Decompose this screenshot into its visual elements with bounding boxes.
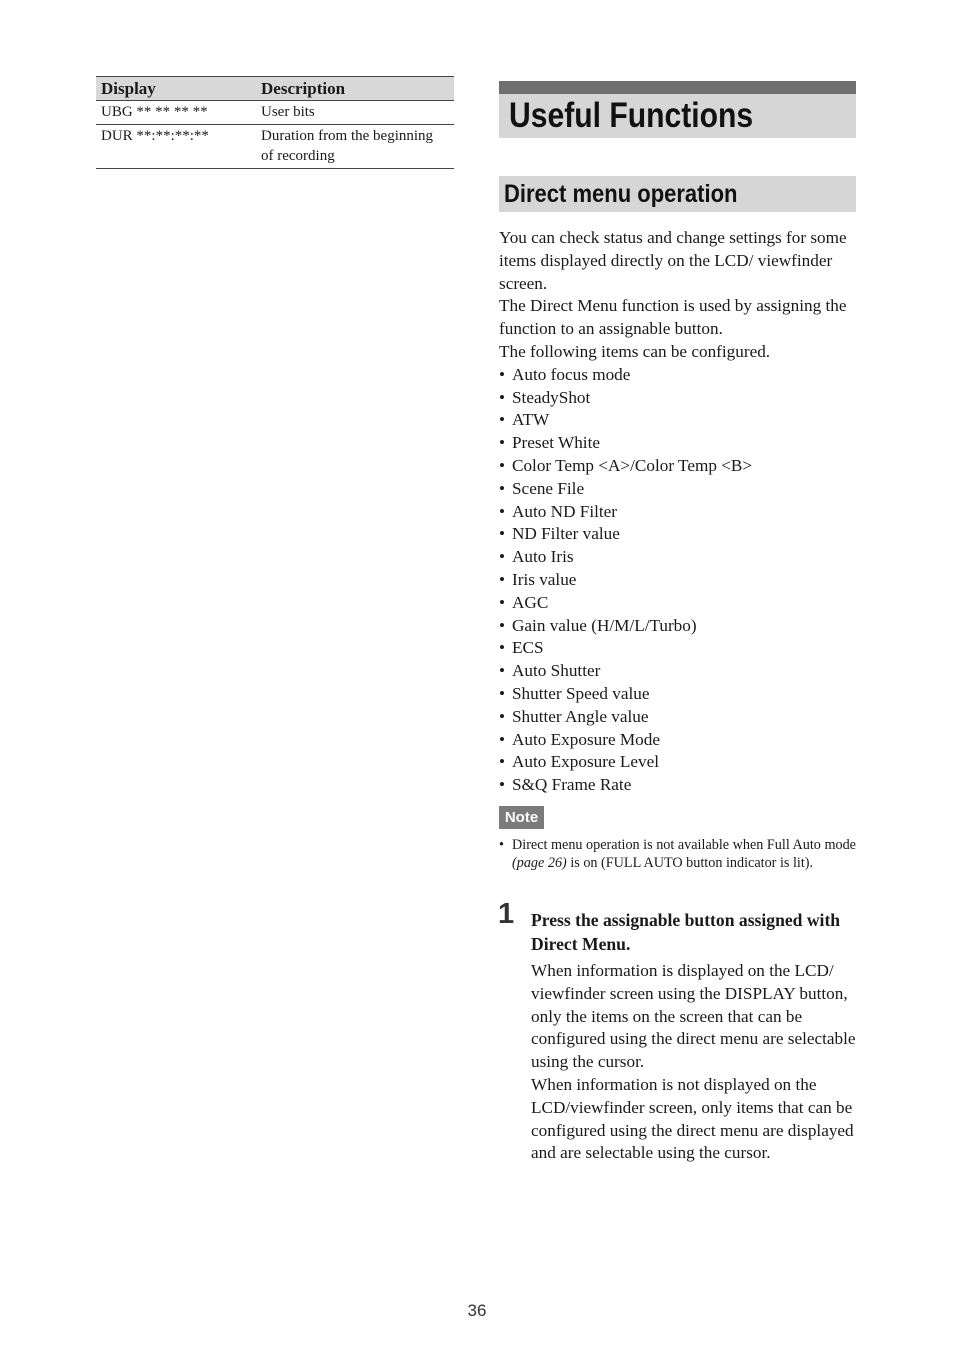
list-item: • Color Temp <A>/Color Temp <B> (499, 455, 861, 478)
step-title: Press the assignable button assigned with Direct Menu. (531, 910, 841, 954)
intro-body (499, 227, 861, 797)
column-header-display: Display (96, 77, 256, 101)
intro-paragraph: The Direct Menu function is used by assigning the function to an assignable button. (499, 296, 847, 339)
list-item: • Auto focus mode (499, 364, 861, 387)
bullet-icon: • (499, 837, 504, 853)
step-number: 1 (498, 898, 515, 930)
table-row (96, 101, 454, 125)
list-item: • ND Filter value (499, 523, 861, 546)
table-header-row (96, 77, 454, 101)
step-body (531, 960, 861, 1165)
section-title: Useful Functions (509, 96, 754, 135)
step-paragraph: When information is not displayed on the LCD/viewfinder screen, only items that can be configured using the direct menu are displayed and are selectable using the cursor. (531, 1074, 854, 1163)
intro-paragraph: You can check status and change settings for some items displayed directly on the LCD/ viewfinder screen. (499, 228, 847, 293)
list-item: • Auto ND Filter (499, 501, 861, 524)
table-cell-display: UBG ** ** ** ** (96, 101, 256, 125)
section-title-banner (499, 81, 856, 138)
note-text-after: is on (FULL AUTO button indicator is lit). (566, 855, 814, 871)
list-item: • Shutter Angle value (499, 706, 861, 729)
list-item: • Shutter Speed value (499, 683, 861, 706)
table-row (96, 125, 454, 169)
list-item: • ECS (499, 637, 861, 660)
list-item: • Auto Iris (499, 546, 861, 569)
table-cell-description: Duration from the beginning of recording (256, 125, 454, 169)
list-item: • Scene File (499, 478, 861, 501)
note-label: Note (499, 806, 544, 829)
list-item: • SteadyShot (499, 387, 861, 410)
column-header-description: Description (256, 77, 454, 101)
list-item: • AGC (499, 592, 861, 615)
page-reference-link[interactable]: (page 26) (512, 855, 567, 871)
list-item: • Auto Exposure Level (499, 751, 861, 774)
step-paragraph: When information is displayed on the LCD/ viewfinder screen using the DISPLAY button, only the items on the screen that can be configured using the direct menu are selectable using the cursor. (531, 961, 856, 1072)
subsection-title: Direct menu operation (504, 180, 738, 208)
table-cell-description: User bits (256, 101, 454, 125)
note-text (499, 836, 859, 872)
list-item: • Preset White (499, 432, 861, 455)
table-cell-display: DUR **:**:**:** (96, 125, 256, 169)
intro-paragraph: The following items can be configured. (499, 341, 771, 361)
list-item: • ATW (499, 409, 861, 432)
note-text-before: Direct menu operation is not available when Full Auto mode (512, 837, 856, 853)
page-number: 36 (467, 1301, 487, 1320)
list-item: • S&Q Frame Rate (499, 774, 861, 797)
list-item: • Iris value (499, 569, 861, 592)
subsection-title-banner (499, 176, 856, 212)
list-item: • Auto Shutter (499, 660, 861, 683)
list-item: • Gain value (H/M/L/Turbo) (499, 615, 861, 638)
list-item: • Auto Exposure Mode (499, 729, 861, 752)
configurable-items-list (499, 364, 861, 797)
display-description-table (96, 76, 454, 169)
